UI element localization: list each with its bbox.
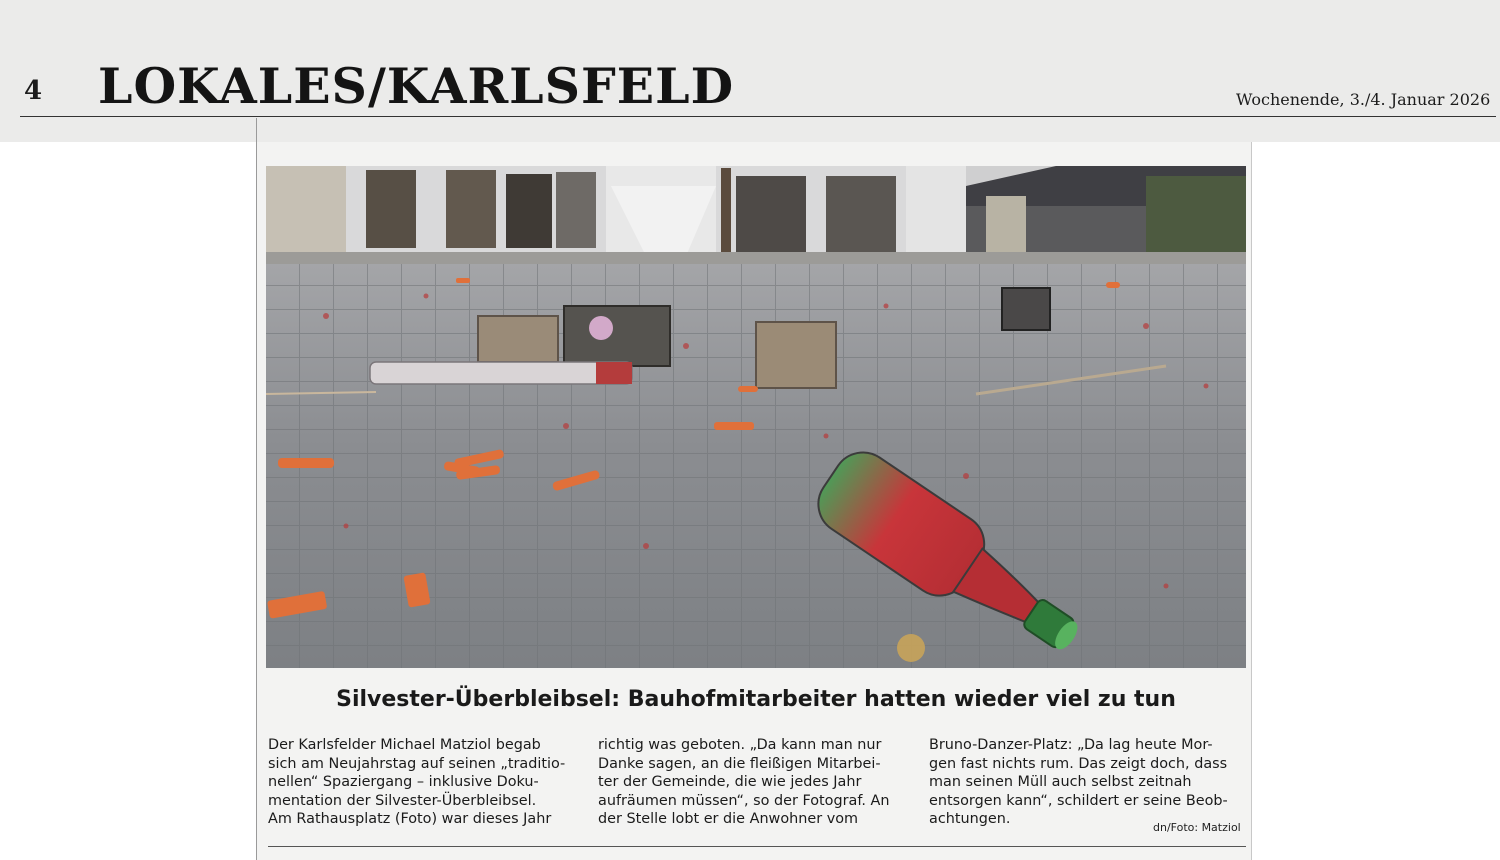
text-line: gen fast nichts rum. Das zeigt doch, dass xyxy=(929,755,1228,772)
text-line: nellen“ Spaziergang – inklusive Doku- xyxy=(268,774,539,791)
article-column-3 xyxy=(929,736,1247,829)
issue-date: Wochenende, 3./4. Januar 2026 xyxy=(1236,90,1491,109)
column-rule xyxy=(256,118,257,860)
text-line: der Stelle lobt er die Anwohner vom xyxy=(598,811,859,828)
text-line: Am Rathausplatz (Foto) war dieses Jahr xyxy=(268,811,552,828)
text-line: aufräumen müssen“, so der Fotograf. An xyxy=(598,792,890,809)
article-headline: Silvester-Überbleibsel: Bauhofmitarbeiter hatten wieder viel zu tun xyxy=(336,687,1176,712)
article-column-1 xyxy=(268,736,586,829)
text-line: Danke sagen, an die fleißigen Mitarbei- xyxy=(598,755,881,772)
page-number: 4 xyxy=(24,76,43,106)
photo-credit: dn/Foto: Matziol xyxy=(1153,821,1241,834)
text-line: man seinen Müll auch selbst zeitnah xyxy=(929,774,1192,791)
text-line: Bruno-Danzer-Platz: „Da lag heute Mor- xyxy=(929,737,1213,753)
text-line: sich am Neujahrstag auf seinen „traditio- xyxy=(268,755,566,772)
text-line: ter der Gemeinde, die wie jedes Jahr xyxy=(598,774,862,791)
bleed-through-text xyxy=(1170,55,1189,106)
article-photo xyxy=(266,166,1246,668)
photo-of-fireworks-debris-icon xyxy=(266,166,1246,668)
article-column-2 xyxy=(598,736,916,829)
text-line: achtungen. xyxy=(929,811,1011,828)
bottom-rule xyxy=(268,846,1246,847)
section-title: LOKALES/KARLSFELD xyxy=(98,57,735,115)
header-rule xyxy=(20,116,1496,117)
text-line: mentation der Silvester-Überbleibsel. xyxy=(268,792,537,809)
text-line: richtig was geboten. „Da kann man nur xyxy=(598,737,882,753)
text-line: Der Karlsfelder Michael Matziol begab xyxy=(268,737,541,753)
text-line: entsorgen kann“, schildert er seine Beob- xyxy=(929,792,1228,809)
column-rule xyxy=(1251,142,1252,860)
